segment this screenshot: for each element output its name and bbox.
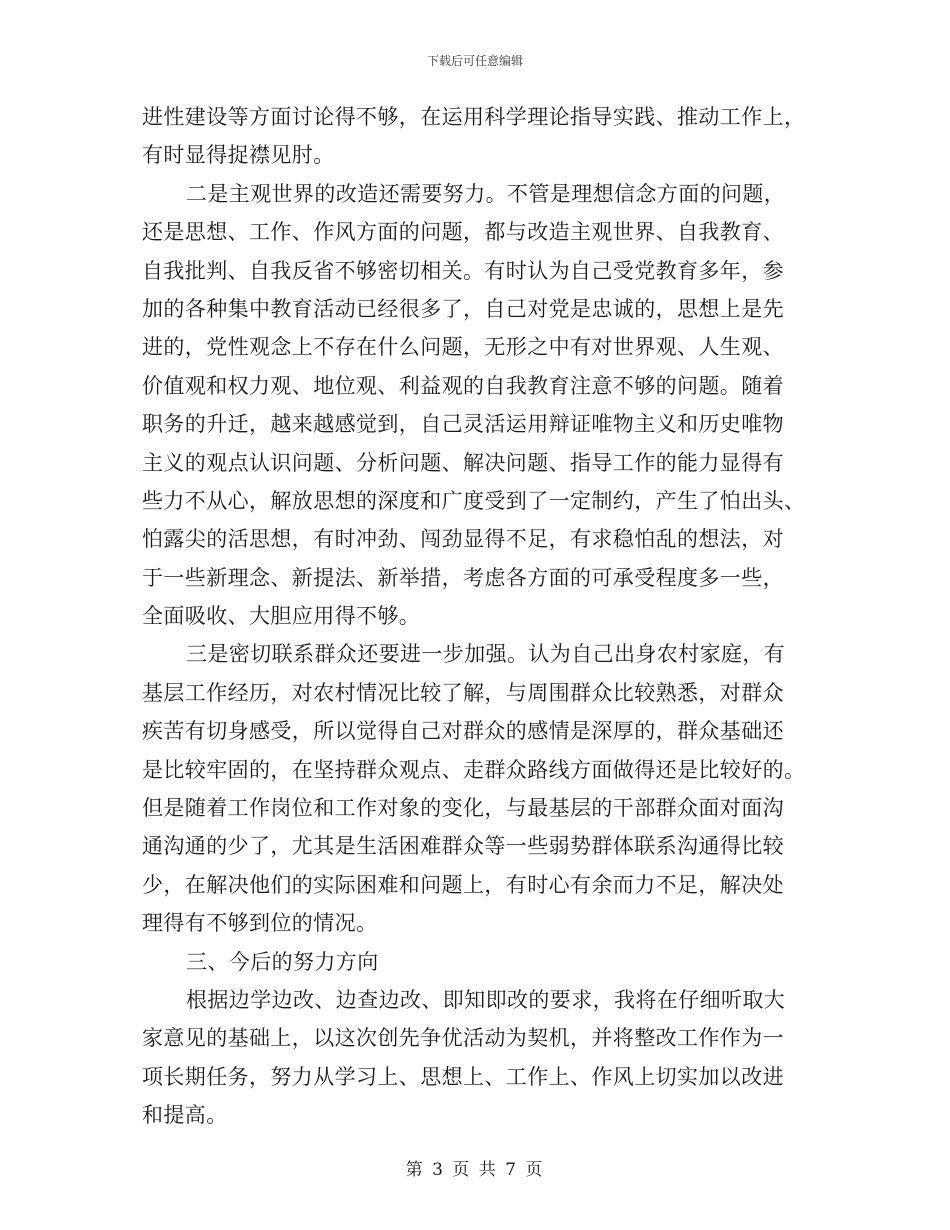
page-header: 下载后可任意编辑 [426,54,523,68]
text-line: 通沟通的少了，尤其是生活困难群众等一些弱势群体联系沟通得比较 [142,834,784,859]
text-line: 职务的升迁，越来越感觉到，自己灵活运用辩证唯物主义和历史唯物 [142,412,784,437]
text-line: 根据边学边改、边查边改、即知即改的要求，我将在仔细听取大 [186,987,786,1012]
text-line: 家意见的基础上，以这次创先争优活动为契机，并将整改工作作为一 [142,1026,784,1051]
text-line: 价值观和权力观、地位观、利益观的自我教育注意不够的问题。随着 [142,373,784,398]
text-line: 加的各种集中教育活动已经很多了，自己对党是忠诚的，思想上是先 [142,296,784,321]
text-line: 疾苦有切身感受，所以觉得自己对群众的感情是深厚的，群众基础还 [142,719,784,744]
text-line: 三是密切联系群众还要进一步加强。认为自己出身农村家庭，有 [186,642,786,667]
text-line: 但是随着工作岗位和工作对象的变化，与最基层的干部群众面对面沟 [142,796,784,821]
text-line: 有时显得捉襟见肘。 [142,143,335,168]
text-line: 二是主观世界的改造还需要努力。不管是理想信念方面的问题， [186,181,786,206]
text-line: 全面吸收、大胆应用得不够。 [142,604,421,629]
text-line: 些力不从心，解放思想的深度和广度受到了一定制约，产生了怕出头、 [142,488,806,513]
text-line: 于一些新理念、新提法、新举措，考虑各方面的可承受程度多一些， [142,565,784,590]
text-line: 三、今后的努力方向 [186,949,379,974]
text-line: 自我批判、自我反省不够密切相关。有时认为自己受党教育多年，参 [142,258,784,283]
document-body [142,98,812,1135]
text-line: 进的，党性观念上不存在什么问题，无形之中有对世界观、人生观、 [142,335,784,360]
text-line: 是比较牢固的，在坚持群众观点、走群众路线方面做得还是比较好的。 [142,757,806,782]
text-line: 和提高。 [142,1103,228,1128]
text-line: 理得有不够到位的情况。 [142,911,378,936]
text-line: 项长期任务，努力从学习上、思想上、工作上、作风上切实加以改进 [142,1064,784,1089]
text-line: 怕露尖的活思想，有时冲劲、闯劲显得不足，有求稳怕乱的想法，对 [142,527,784,552]
text-line: 进性建设等方面讨论得不够，在运用科学理论指导实践、推动工作上， [142,105,806,129]
page-number: 第 3 页 共 7 页 [405,1160,545,1180]
text-line: 主义的观点认识问题、分析问题、解决问题、指导工作的能力显得有 [142,450,784,475]
text-line: 少，在解决他们的实际困难和问题上，有时心有余而力不足，解决处 [142,872,784,897]
text-line: 还是思想、工作、作风方面的问题，都与改造主观世界、自我教育、 [142,220,784,245]
text-line: 基层工作经历，对农村情况比较了解，与周围群众比较熟悉，对群众 [142,680,784,705]
